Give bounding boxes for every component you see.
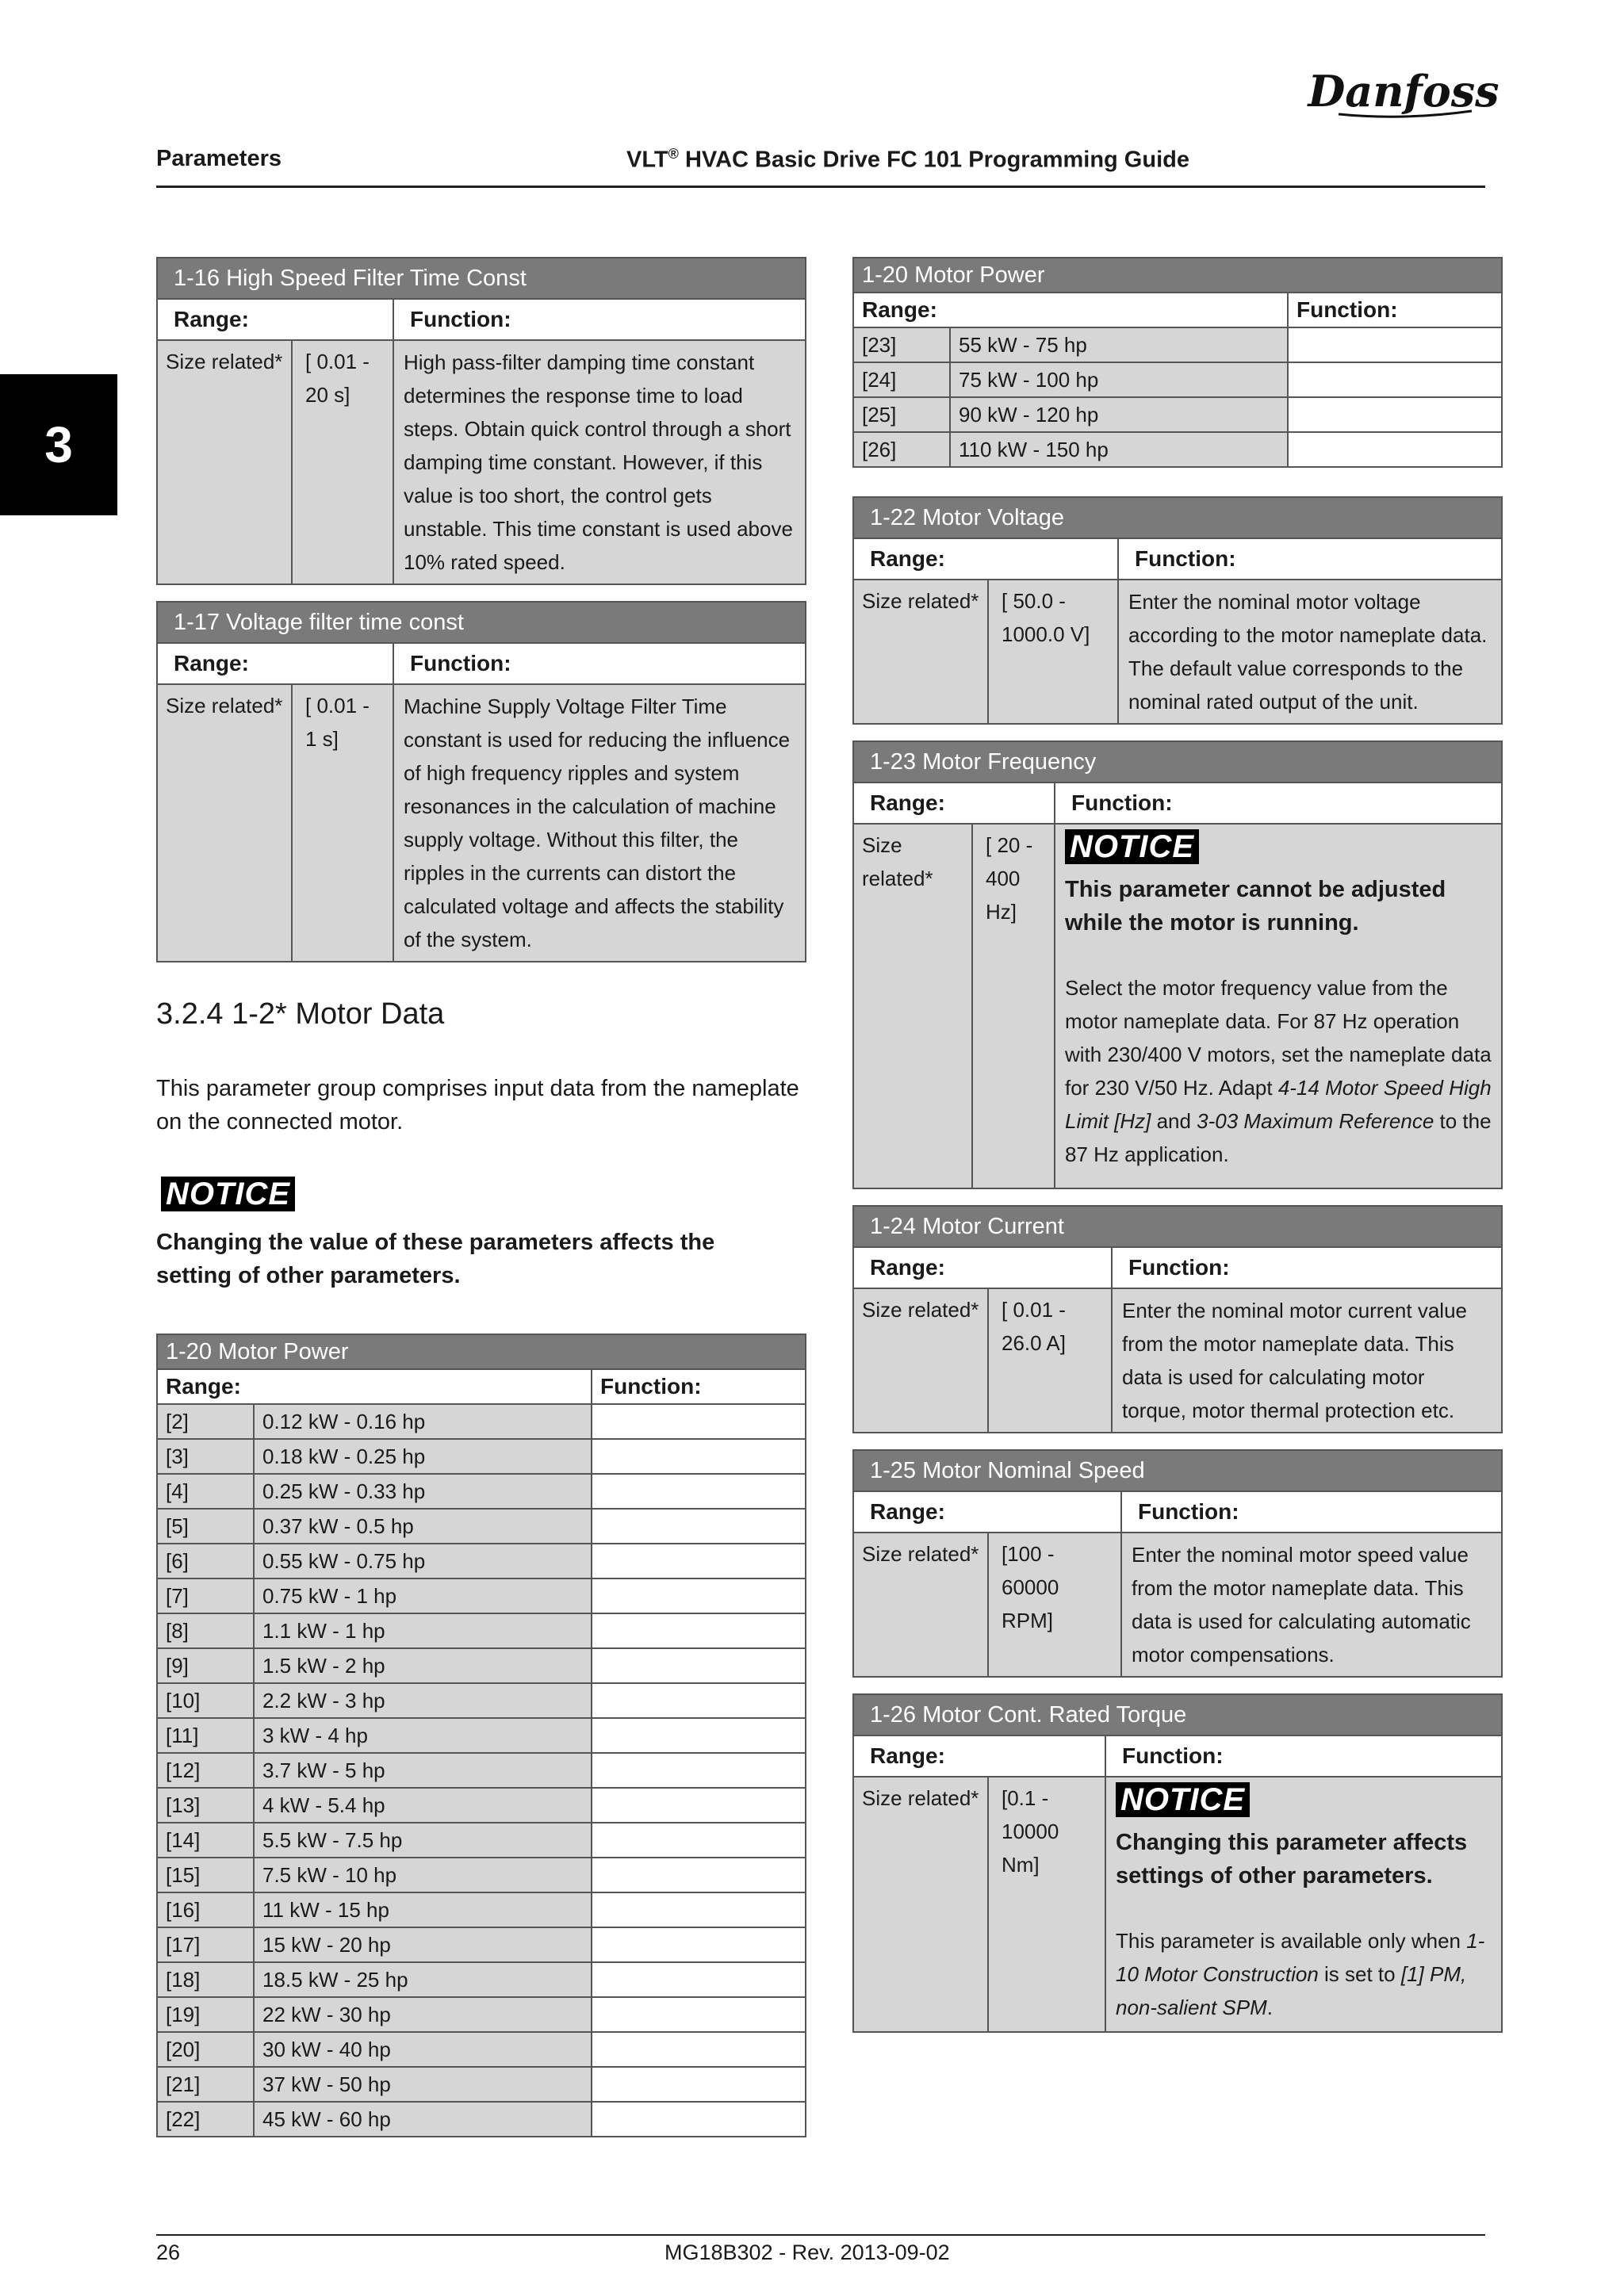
option-value: 0.37 kW - 0.5 hp [254,1509,592,1544]
option-index: [8] [157,1613,254,1648]
param-1-20-continued-table [852,257,1503,468]
option-function [592,2032,806,2067]
param-title: 1-16 High Speed Filter Time Const [157,258,806,299]
option-function [592,1544,806,1578]
option-value: 5.5 kW - 7.5 hp [254,1823,592,1858]
option-function [592,1858,806,1892]
function-text: Enter the nominal motor voltage according to the motor nameplate data. The default value corresponds to the nominal rated output of the unit. [1118,580,1502,724]
option-function [592,1823,806,1858]
option-value: 75 kW - 100 hp [950,362,1288,397]
param-1-25-table [852,1449,1503,1678]
range-label: Range: [853,783,1055,824]
range-label: Range: [853,1247,1112,1288]
section-intro: This parameter group comprises input data from the nameplate on the connected motor. [156,1076,799,1135]
option-index: [10] [157,1683,254,1718]
function-label: Function: [1288,293,1502,327]
page-number: 26 [156,2241,181,2264]
range-label: Range: [157,1369,592,1404]
function-text: Select the motor frequency value from the motor nameplate data. For 87 Hz operation with 230/400 V motors, set the nameplate data for 230 V/50 Hz. Adapt 4-14 Motor Speed High Limit [Hz] and 3-03 Maximum Reference to the 87 Hz application. [1065,976,1492,1166]
range-label: Range: [853,1491,1121,1533]
param-1-24-table [852,1205,1503,1433]
notice-text: Changing the value of these parameters affects the setting of other parameters. [156,1230,715,1288]
function-cell [1055,824,1502,1188]
option-index: [19] [157,1997,254,2032]
function-label: Function: [393,299,806,340]
option-index: [21] [157,2067,254,2102]
option-row [157,1823,806,1858]
option-index: [5] [157,1509,254,1544]
option-function [592,1997,806,2032]
option-row [157,1683,806,1718]
option-row [157,1474,806,1509]
option-row [157,1439,806,1474]
param-title: 1-24 Motor Current [853,1206,1502,1247]
option-function [592,1613,806,1648]
document-reference: MG18B302 - Rev. 2013-09-02 [665,2241,950,2264]
option-function [592,1892,806,1927]
option-row [157,1997,806,2032]
option-value: 1.1 kW - 1 hp [254,1613,592,1648]
option-function [592,1578,806,1613]
option-function [1288,397,1502,432]
option-index: [3] [157,1439,254,1474]
option-function [592,1683,806,1718]
option-value: 55 kW - 75 hp [950,327,1288,362]
option-index: [26] [853,432,950,467]
chapter-tab: 3 [0,374,117,515]
option-index: [4] [157,1474,254,1509]
header-section-title: Parameters [156,146,282,171]
option-row [157,1858,806,1892]
notice-text: Changing this parameter affects settings of other parameters. [1116,1830,1468,1888]
param-1-22-table [852,496,1503,725]
param-title: 1-22 Motor Voltage [853,497,1502,538]
range-value: [ 50.0 - 1000.0 V] [988,580,1118,724]
range-label: Range: [157,299,393,340]
param-title: 1-26 Motor Cont. Rated Torque [853,1694,1502,1735]
option-index: [11] [157,1718,254,1753]
function-text: Machine Supply Voltage Filter Time constant is used for reducing the influence of high frequency ripples and system resonances in the calculation of machine supply voltage. Without this filter, the ripples in the currents can distort the calculated voltage and affects the stability of the system. [393,684,806,962]
header-rule [156,186,1485,188]
option-value: 4 kW - 5.4 hp [254,1788,592,1823]
option-function [1288,362,1502,397]
option-value: 37 kW - 50 hp [254,2067,592,2102]
range-value: [ 0.01 - 20 s] [292,340,393,584]
option-index: [12] [157,1753,254,1788]
option-row [157,1788,806,1823]
option-value: 18.5 kW - 25 hp [254,1962,592,1997]
svg-text:Danfoss: Danfoss [1308,66,1500,117]
option-function [592,2102,806,2137]
option-row [157,1927,806,1962]
option-function [592,1962,806,1997]
option-function [1288,327,1502,362]
option-row [157,2032,806,2067]
default-value: Size related* [853,824,972,1188]
option-index: [9] [157,1648,254,1683]
danfoss-logo [1308,62,1500,124]
default-value: Size related* [853,1777,988,2032]
function-label: Function: [1121,1491,1502,1533]
header-document-title: VLT® HVAC Basic Drive FC 101 Programming Guide [626,146,1189,173]
param-1-23-table [852,740,1503,1189]
option-index: [2] [157,1404,254,1439]
option-row [157,1718,806,1753]
function-label: Function: [1055,783,1502,824]
option-index: [22] [157,2102,254,2137]
option-index: [18] [157,1962,254,1997]
option-function [592,1404,806,1439]
param-title: 1-17 Voltage filter time const [157,602,806,643]
option-value: 0.18 kW - 0.25 hp [254,1439,592,1474]
option-value: 30 kW - 40 hp [254,2032,592,2067]
option-function [592,1439,806,1474]
default-value: Size related* [853,1288,988,1433]
range-value: [ 0.01 - 26.0 A] [988,1288,1112,1433]
option-value: 0.75 kW - 1 hp [254,1578,592,1613]
option-value: 0.55 kW - 0.75 hp [254,1544,592,1578]
option-index: [13] [157,1788,254,1823]
option-function [592,1509,806,1544]
option-function [592,1788,806,1823]
notice-badge: NOTICE [161,1177,295,1211]
option-function [592,1753,806,1788]
range-label: Range: [853,293,1288,327]
option-row [157,1753,806,1788]
option-index: [16] [157,1892,254,1927]
default-value: Size related* [157,684,292,962]
option-value: 15 kW - 20 hp [254,1927,592,1962]
option-index: [6] [157,1544,254,1578]
function-text: High pass-filter damping time constant determines the response time to load steps. Obtain quick control through a short damping time constant. However, if this value is too short, the control gets unstable. This time constant is used above 10% rated speed. [393,340,806,584]
option-row [157,1544,806,1578]
option-value: 45 kW - 60 hp [254,2102,592,2137]
param-title: 1-20 Motor Power [853,258,1502,293]
default-value: Size related* [157,340,292,584]
option-index: [14] [157,1823,254,1858]
option-function [592,1927,806,1962]
footer-rule [156,2234,1485,2236]
notice-badge: NOTICE [1065,829,1199,864]
option-function [592,2067,806,2102]
option-function [592,1474,806,1509]
option-value: 11 kW - 15 hp [254,1892,592,1927]
param-title: 1-23 Motor Frequency [853,741,1502,783]
option-value: 110 kW - 150 hp [950,432,1288,467]
param-1-17-table [156,601,806,962]
option-value: 0.25 kW - 0.33 hp [254,1474,592,1509]
option-row [157,1578,806,1613]
range-value: [ 0.01 - 1 s] [292,684,393,962]
option-row [157,1962,806,1997]
function-label: Function: [1112,1247,1502,1288]
param-1-26-table [852,1693,1503,2033]
option-index: [7] [157,1578,254,1613]
option-function [592,1718,806,1753]
option-row [157,2067,806,2102]
option-value: 1.5 kW - 2 hp [254,1648,592,1683]
option-row [157,2102,806,2137]
option-index: [23] [853,327,950,362]
range-label: Range: [157,643,393,684]
function-text: Enter the nominal motor current value from the motor nameplate data. This data is used for calculating motor torque, motor thermal protection etc. [1112,1288,1502,1433]
function-label: Function: [1118,538,1502,580]
option-value: 7.5 kW - 10 hp [254,1858,592,1892]
option-index: [17] [157,1927,254,1962]
function-text: Enter the nominal motor speed value from the motor nameplate data. This data is used for calculating automatic motor compensations. [1121,1533,1502,1677]
option-value: 2.2 kW - 3 hp [254,1683,592,1718]
option-row [853,362,1502,397]
option-value: 0.12 kW - 0.16 hp [254,1404,592,1439]
range-label: Range: [853,1735,1105,1777]
default-value: Size related* [853,580,988,724]
option-index: [25] [853,397,950,432]
range-value: [0.1 - 10000 Nm] [988,1777,1105,2032]
param-title: 1-20 Motor Power [157,1334,806,1369]
range-label: Range: [853,538,1118,580]
default-value: Size related* [853,1533,988,1677]
option-row [853,432,1502,467]
option-value: 22 kW - 30 hp [254,1997,592,2032]
notice-badge: NOTICE [1116,1782,1250,1817]
param-title: 1-25 Motor Nominal Speed [853,1450,1502,1491]
option-row [157,1404,806,1439]
function-label: Function: [1105,1735,1502,1777]
option-index: [20] [157,2032,254,2067]
section-heading: 3.2.4 1-2* Motor Data [156,997,445,1031]
option-value: 3 kW - 4 hp [254,1718,592,1753]
function-label: Function: [592,1369,806,1404]
option-value: 3.7 kW - 5 hp [254,1753,592,1788]
option-row [157,1892,806,1927]
notice-text: This parameter cannot be adjusted while the motor is running. [1065,877,1446,936]
option-index: [24] [853,362,950,397]
option-function [592,1648,806,1683]
function-label: Function: [393,643,806,684]
range-value: [ 20 - 400 Hz] [972,824,1055,1188]
option-value: 90 kW - 120 hp [950,397,1288,432]
param-1-20-table [156,1334,806,2137]
option-index: [15] [157,1858,254,1892]
option-row [157,1509,806,1544]
range-value: [100 - 60000 RPM] [988,1533,1121,1677]
param-1-16-table [156,257,806,585]
function-text: This parameter is available only when 1-10 Motor Construction is set to [1] PM, non-salient SPM. [1116,1929,1485,2019]
option-function [1288,432,1502,467]
option-row [853,397,1502,432]
option-row [157,1613,806,1648]
option-row [157,1648,806,1683]
option-row [853,327,1502,362]
function-cell [1105,1777,1502,2032]
